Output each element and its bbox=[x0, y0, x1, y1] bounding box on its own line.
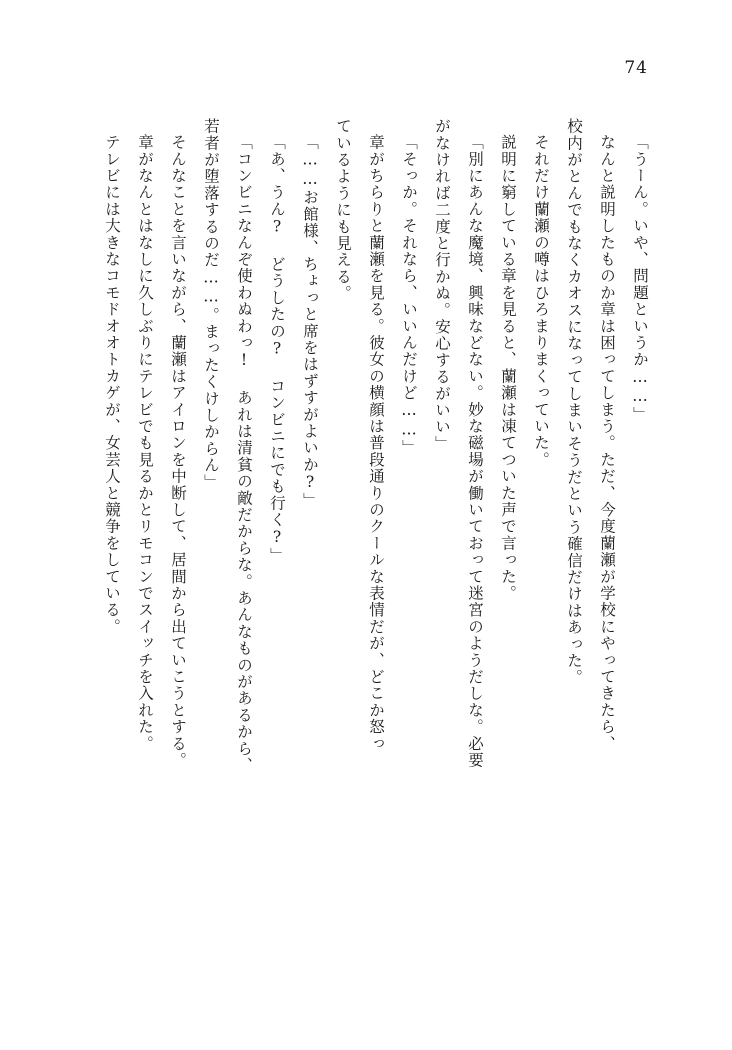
paragraph-line: 章がなんとはなしに久しぶりにテレビでも見るかとリモコンでスイッチを入れた。 bbox=[136, 134, 154, 752]
paragraph-line: ているようにも見える。 bbox=[334, 118, 352, 302]
paragraph-line: 「……お館様、ちょっと席をはずすがよいか?」 bbox=[301, 134, 319, 509]
paragraph-line: 若者が堕落するのだ……。まったくけしからん」 bbox=[202, 118, 220, 491]
paragraph-line: 「あ、うん? どうしたの? コンビニにでも行く?」 bbox=[268, 134, 286, 564]
paragraph-line: 「コンビニなんぞ使わぬわっ! あれは清貧の敵だからな。あんなものがあるから、 bbox=[235, 134, 253, 774]
paragraph-line: 説明に窮している章を見ると、蘭瀬は凍てついた声で言った。 bbox=[499, 134, 517, 602]
paragraph-line: なんと説明したものか章は困ってしまう。ただ、今度蘭瀬が学校にやってきたら、 bbox=[598, 134, 616, 752]
paragraph-line: 章がちらりと蘭瀬を見る。彼女の横顔は普段通りのクールな表情だが、どこか怒っ bbox=[367, 134, 385, 752]
paragraph-line: がなければ二度と行かぬ。安心するがいい」 bbox=[433, 118, 451, 452]
paragraph-line: 校内がとんでもなくカオスになってしまいそうだという確信だけはあった。 bbox=[565, 118, 583, 686]
paragraph-line: 「別にあんな魔境、興味などない。妙な磁場が働いておって迷宮のようだしな。必要 bbox=[466, 134, 484, 769]
paragraph-line: それだけ蘭瀬の噂はひろまりまくっていた。 bbox=[532, 134, 550, 468]
page-body-text bbox=[78, 118, 656, 958]
paragraph-line: 「そっか。それなら、いいんだけど……」 bbox=[400, 134, 418, 457]
page-number: 74 bbox=[624, 58, 648, 78]
paragraph-line: テレビには大きなコモドオオトカゲが、女芸人と競争をしている。 bbox=[103, 134, 121, 635]
paragraph-line: そんなことを言いながら、蘭瀬はアイロンを中断して、居間から出ていこうとする。 bbox=[169, 134, 187, 769]
paragraph-line: 「うーん。いや、問題というか……」 bbox=[631, 134, 649, 423]
